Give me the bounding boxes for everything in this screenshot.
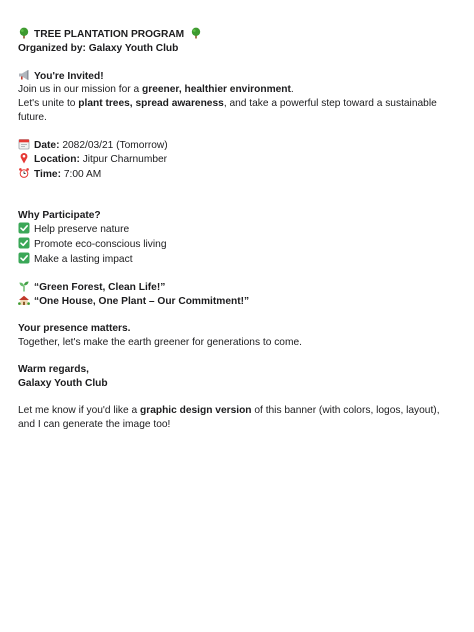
- invite-line-1-end: .: [290, 84, 294, 96]
- house-with-garden-icon: [18, 294, 30, 306]
- invite-line-1: [18, 83, 456, 97]
- footer-note: [18, 404, 458, 431]
- organizer-line: Organized by: Galaxy Youth Club: [18, 42, 179, 54]
- slogan-text: “One House, One Plant – Our Commitment!”: [34, 296, 250, 308]
- time-line: [18, 167, 456, 182]
- location-label: Location:: [34, 154, 80, 166]
- invite-line-2-bold: plant trees, spread awareness: [78, 97, 224, 109]
- page-title: TREE PLANTATION PROGRAM: [34, 29, 185, 40]
- regards-line: Warm regards,: [18, 364, 89, 376]
- invite-heading: You're Invited!: [34, 70, 104, 82]
- check-mark-icon: [18, 252, 30, 264]
- tree-icon: [190, 27, 202, 39]
- invite-heading-line: [18, 69, 456, 84]
- footer-text: Let me know if you'd like a: [18, 405, 140, 417]
- footer-bold: graphic design version: [140, 405, 252, 417]
- date-label: Date:: [34, 139, 60, 151]
- why-item-text: Help preserve nature: [34, 224, 130, 236]
- check-mark-icon: [18, 237, 30, 249]
- list-item: [18, 237, 456, 252]
- check-mark-icon: [18, 222, 30, 234]
- slogan-line: [18, 280, 456, 295]
- footer-text-end: of this banner (with colors, logos, layout), and I can generate the image too!: [18, 405, 440, 430]
- time-label: Time:: [34, 168, 61, 180]
- tree-icon: [18, 27, 30, 39]
- alarm-clock-icon: [18, 167, 30, 179]
- slogan-line: [18, 294, 456, 309]
- slogan-text: “Green Forest, Clean Life!”: [34, 281, 166, 293]
- together-line: Together, let's make the earth greener for generations to come.: [18, 337, 302, 349]
- location-line: [18, 152, 456, 167]
- time-value: 7:00 AM: [63, 168, 102, 180]
- invite-line-2-end: , and take a powerful step toward a sustainable future.: [18, 97, 437, 123]
- location-pin-icon: [18, 152, 30, 164]
- megaphone-icon: [18, 69, 30, 81]
- date-line: [18, 138, 456, 153]
- calendar-icon: [18, 138, 30, 150]
- invite-line-2: [18, 97, 448, 124]
- invite-line-1-text: Join us in our mission for a: [18, 84, 143, 96]
- why-item-text: Promote eco-conscious living: [34, 238, 167, 250]
- invite-line-2-text: Let's unite to: [18, 97, 79, 109]
- title-line: [18, 27, 456, 42]
- signature-name: Galaxy Youth Club: [18, 377, 108, 389]
- location-value: Jitpur Charnumber: [82, 154, 168, 166]
- date-value: 2082/03/21 (Tomorrow): [62, 139, 168, 151]
- seedling-icon: [18, 280, 30, 292]
- invite-line-1-bold: greener, healthier environment: [142, 84, 291, 96]
- why-heading: Why Participate?: [18, 209, 101, 221]
- list-item: [18, 222, 456, 237]
- why-item-text: Make a lasting impact: [34, 253, 133, 265]
- presence-line: Your presence matters.: [18, 323, 131, 335]
- list-item: [18, 252, 456, 267]
